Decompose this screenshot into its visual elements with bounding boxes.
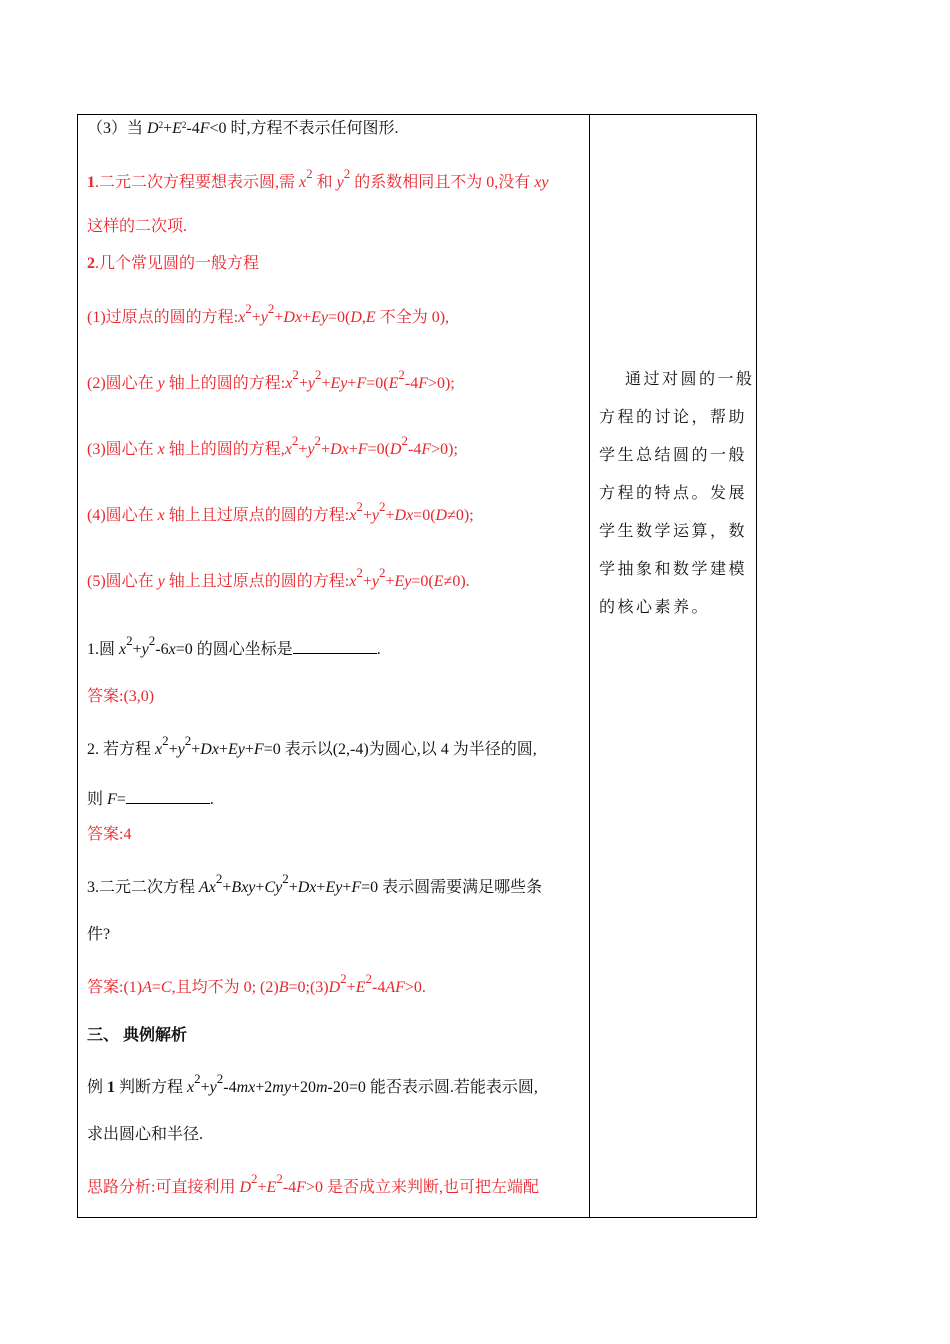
design-intent-note [599, 361, 755, 627]
analysis-line: 思路分析:可直接利用 $D^2+E^2-4F>0$ 是否成立来判断,也可把左端配 [87, 1170, 539, 1196]
section-heading: 三、 典例解析 [87, 1027, 188, 1044]
formula-4: (4)圆心在 x 轴上且过原点的圆的方程$:x^2+y^2+Dx=0(D\ne 0)$; [87, 498, 474, 524]
lesson-table [77, 114, 757, 1218]
note-line: 方程的讨论，帮助 [599, 409, 748, 426]
answer-1: 答案:(3,0) [87, 688, 155, 705]
answer-blank [126, 789, 210, 804]
example-1-cont: 求出圆心和半径. [87, 1126, 204, 1143]
question-2-cont: 则 F= . [87, 791, 214, 808]
note-line: 学生数学运算，数 [599, 523, 748, 540]
note-line: 学抽象和数学建模 [599, 561, 748, 578]
note-line: 通过对圆的一般 [625, 371, 755, 388]
formula-3: (3)圆心在 x 轴上的圆的方程$,x^2+y^2+Dx+F=0(D^2-4F>0)$; [87, 432, 458, 458]
question-1: 1.圆 $x^2+y^2-6x=0$ 的圆心坐标是 . [87, 632, 381, 658]
answer-3: 答案:(1)A=C,且均不为 0; $(2)B=0;(3)D^2+E^2-4AF>0$. [87, 970, 426, 996]
note-line: 学生总结圆的一般 [599, 447, 748, 464]
example-1: 例 1 判断方程 $x^2+y^2-4mx+2my+20m-20=0$ 能否表示圆.若能表示圆, [87, 1070, 538, 1096]
note-line: 的核心素养。 [599, 599, 711, 616]
formula-2: (2)圆心在 y 轴上的圆的方程$:x^2+y^2+Ey+F=0(E^2-4F>0)$; [87, 366, 455, 392]
question-3-cont: 件? [87, 926, 111, 943]
column-divider [589, 115, 590, 1217]
note-1-cont: 这样的二次项. [87, 218, 188, 235]
answer-blank [293, 639, 377, 654]
note-2-heading: 2.几个常见圆的一般方程 [87, 255, 260, 272]
question-3: 3.二元二次方程 $Ax^2+Bxy+Cy^2+Dx+Ey+F=0$ 表示圆需要满足哪些条 [87, 870, 543, 896]
answer-2: 答案:4 [87, 826, 132, 843]
note-1: 1.二元二次方程要想表示圆,需 $x^2$ 和 $y^2$ 的系数相同且不为 0,没有 xy [87, 165, 549, 191]
formula-5: (5)圆心在 y 轴上且过原点的圆的方程$:x^2+y^2+Ey=0(E\ne 0)$. [87, 564, 470, 590]
case-3-line: （3）当 $D^2+E^2-4F<0$ 时,方程不表示任何图形. [87, 119, 399, 137]
formula-1: (1)过原点的圆的方程$:x^2+y^2+Dx+Ey=0(D,E$ 不全为 0), [87, 300, 450, 326]
note-line: 方程的特点。发展 [599, 485, 748, 502]
question-2: 2. 若方程 $x^2+y^2+Dx+Ey+F=0$ 表示以(2,-4)为圆心,以 4 为半径的圆, [87, 732, 537, 758]
